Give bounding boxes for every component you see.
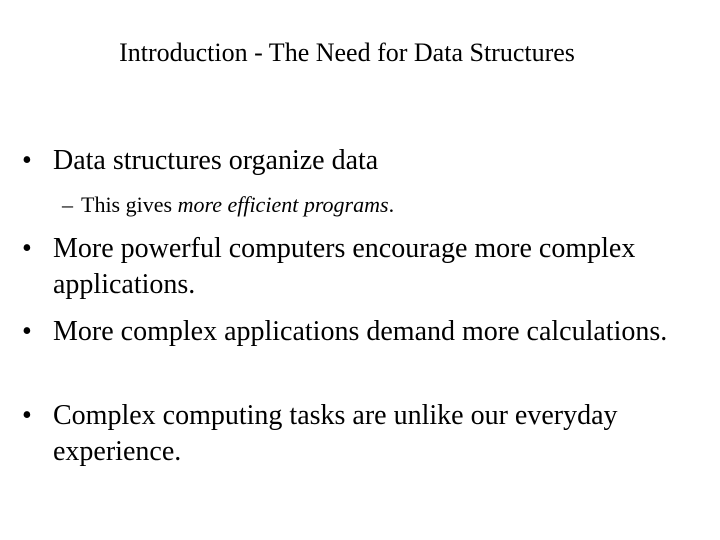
bullet-icon: •	[22, 233, 32, 264]
sub-bullet-text: This gives	[81, 192, 178, 217]
sub-bullet-item	[62, 190, 702, 220]
bullet-item	[22, 143, 712, 179]
bullet-icon: •	[22, 400, 32, 431]
dash-icon: –	[62, 192, 73, 217]
slide-title: Introduction - The Need for Data Structures	[119, 38, 575, 67]
bullet-text: More complex applications demand more calculations.	[53, 316, 668, 347]
bullet-text: Data structures organize data	[53, 145, 379, 176]
sub-bullet-suffix: .	[388, 192, 395, 217]
bullet-text: More powerful computers encourage more complex applications.	[53, 233, 636, 300]
bullet-item	[22, 314, 712, 350]
bullet-text: Complex computing tasks are unlike our everyday experience.	[53, 400, 618, 467]
bullet-icon: •	[22, 145, 32, 176]
bullet-icon: •	[22, 316, 32, 347]
bullet-item	[22, 231, 712, 303]
sub-bullet-emphasis: more efficient programs	[177, 192, 389, 217]
bullet-item	[22, 398, 712, 470]
